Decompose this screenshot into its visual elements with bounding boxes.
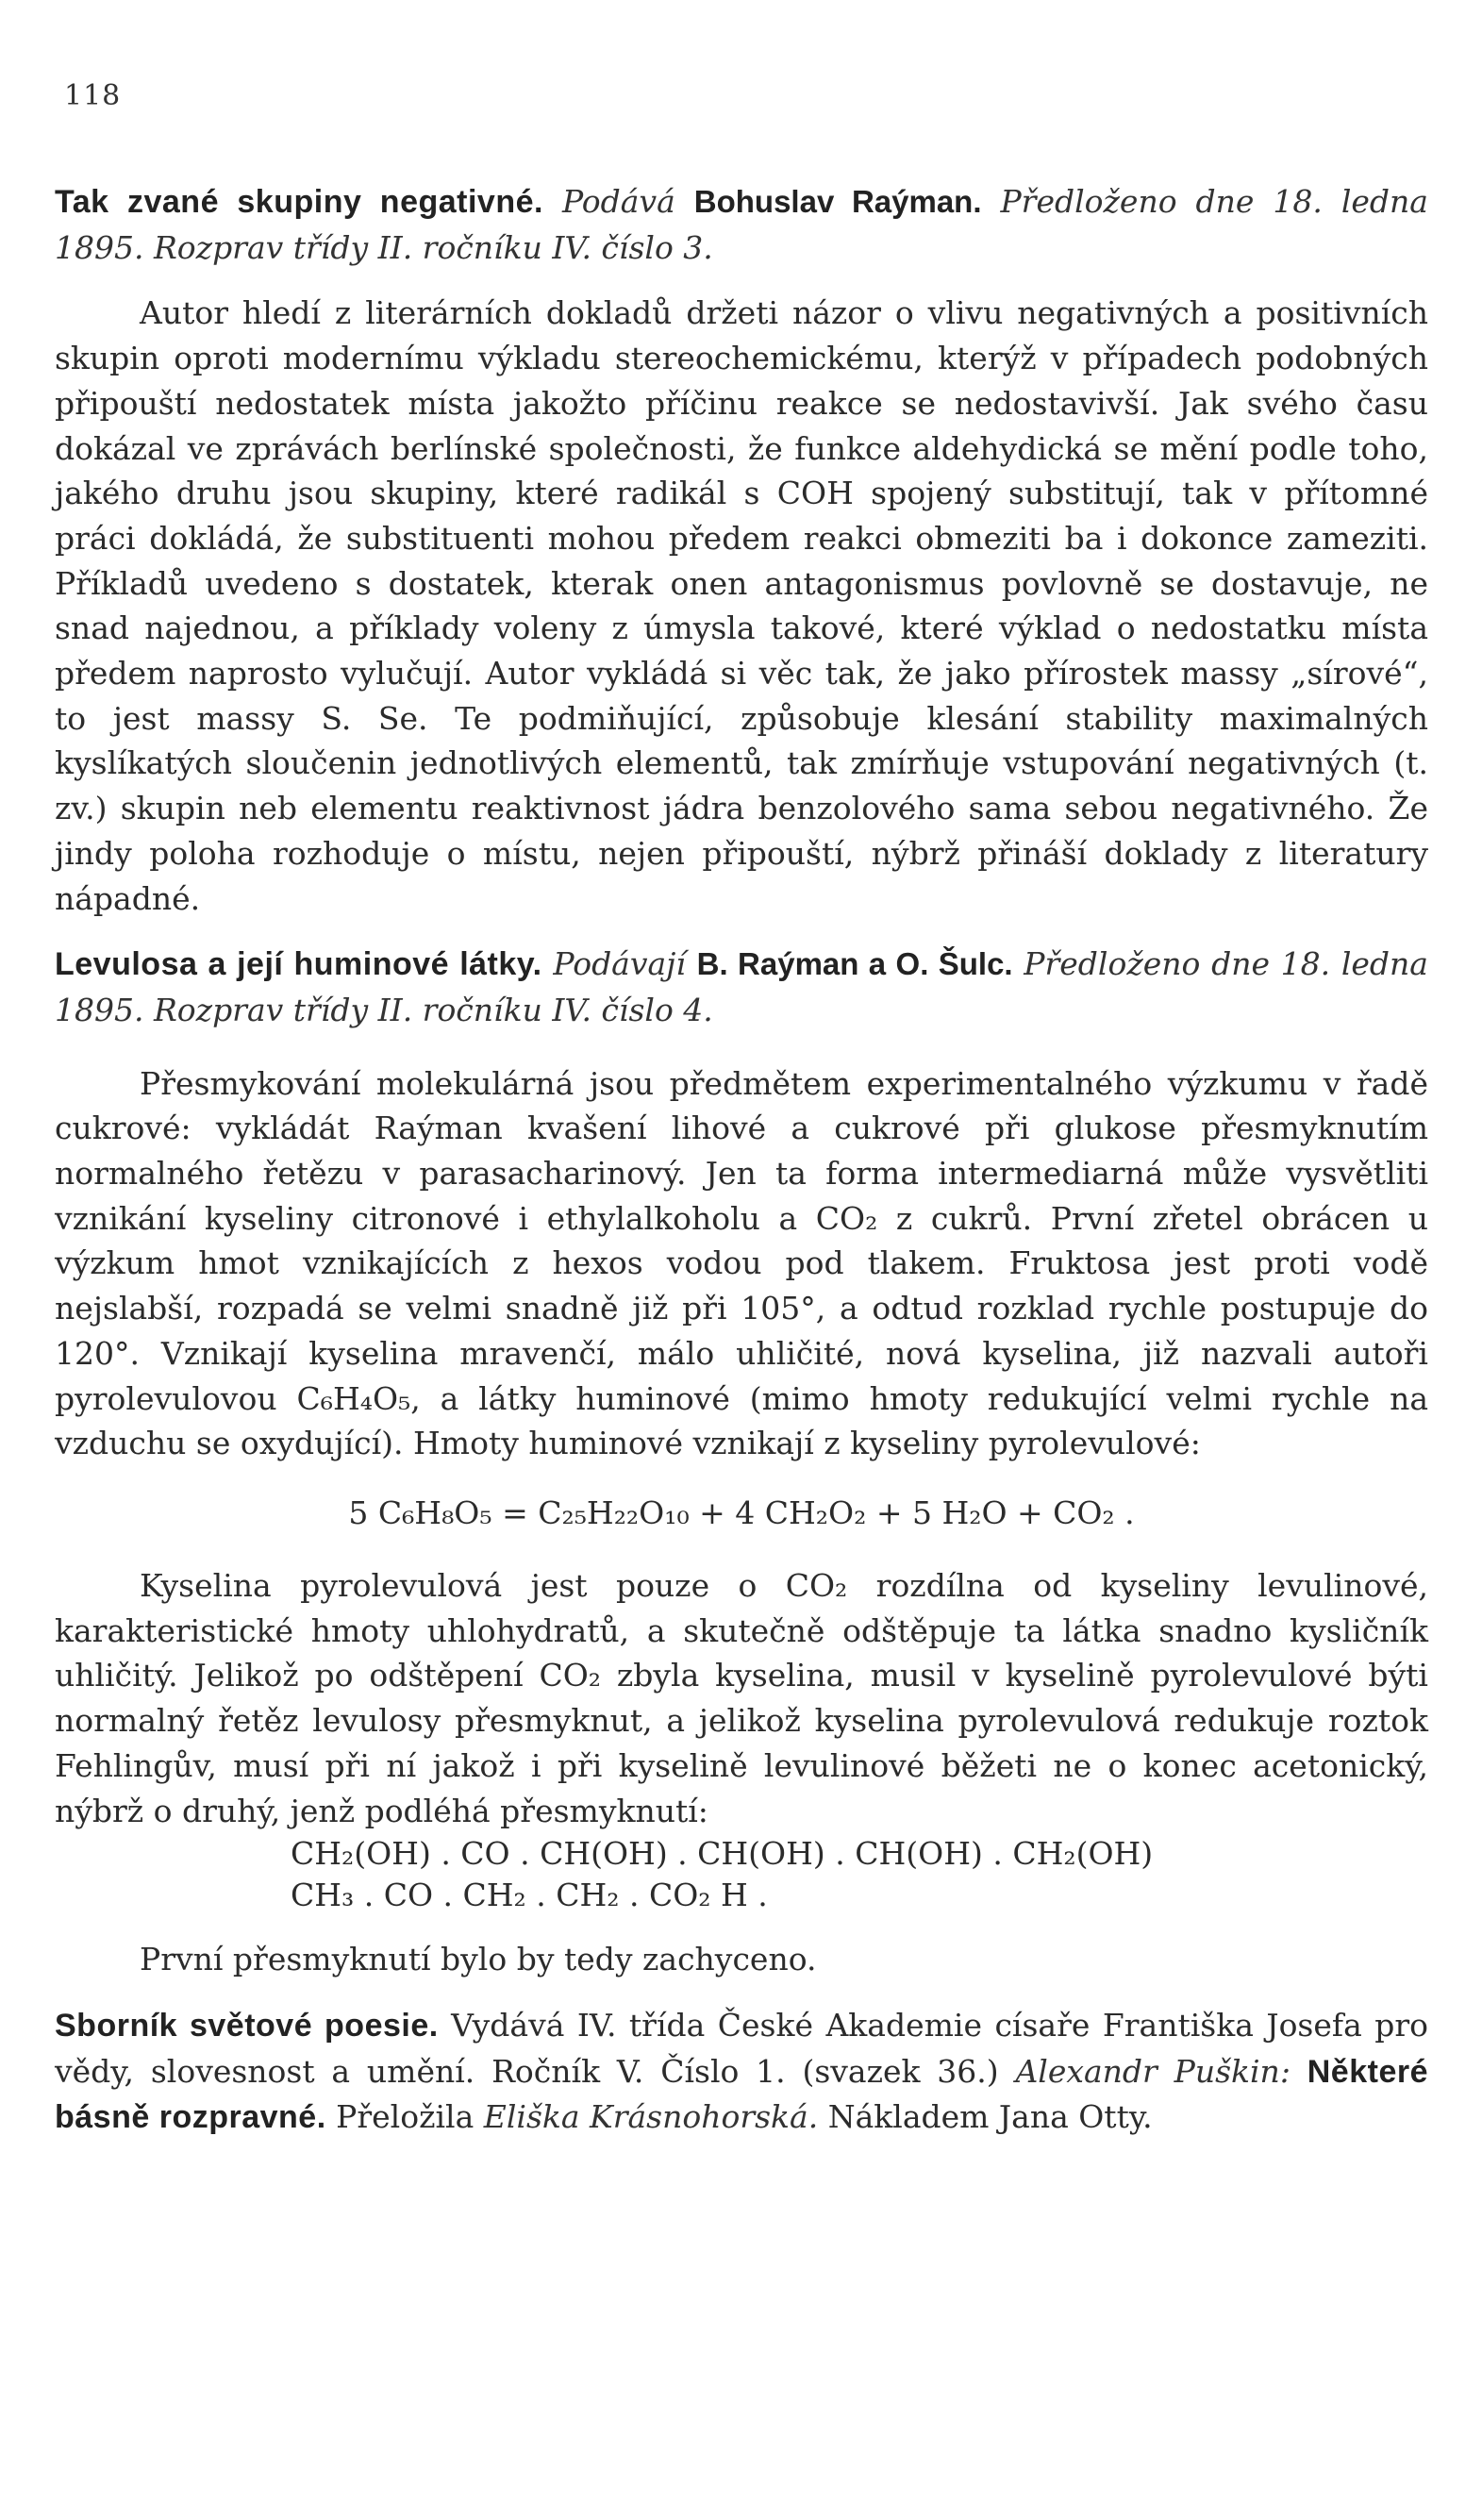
translated-by-label: Přeložila — [336, 2098, 475, 2136]
entry-negative-groups — [55, 179, 1428, 921]
translator-name: Eliška Krásnohorská. — [483, 2098, 819, 2136]
presented-by-label: Podávají — [553, 945, 686, 983]
entry-paragraph: Přesmykování molekulárná jsou předmětem experimentalného výzkumu v řadě cukrové: vykládát Raýman kvašení lihové a cukrové při glukose přesmyknutím normalného řetězu v parasacharinový. Jen ta forma intermediarná může vysvětliti vznikání kyseliny citronové i ethylalkoholu a CO₂ z cukrů. První zřetel obrácen u výzkum hmot vznikajících z hexos vodou pod tlakem. Fruktosa jest proti vodě nejslabší, rozpadá se velmi snadně již při 105°, a odtud rozklad rychle postupuje do 120°. Vznikají kyselina mravenčí, málo uhličité, nová kyselina, již nazvali autoři pyrolevulovou C₆H₄O₅, a látky huminové (mimo hmoty redukující velmi rychle na vzduchu se oxydující). Hmoty huminové vznikají z kyseliny pyrolevulové: — [55, 1064, 1428, 1462]
entry-paragraph: První přesmyknutí bylo by tedy zachyceno. — [140, 1941, 817, 1978]
entry-text: Vydává IV. třída České Akademie císaře Františka Josefa pro vědy, slovesnost a umění. Ročník V. Číslo 1. (svazek 36.) — [55, 2006, 1429, 2090]
entry-title: Sborník světové poesie. — [55, 2007, 439, 2044]
entry-authors: B. Raýman a O. Šulc. — [696, 946, 1013, 982]
entry-paragraph: Kyselina pyrolevulová jest pouze o CO₂ rozdílna od kyseliny levulinové, karakteristické hmoty uhlohydratů, a skutečně odštěpuje ta látka snadno kysličník uhličitý. Jelikož po odštěpení CO₂ zbyla kyselina, musil v kyselině pyrolevulové býti normalný řetěz levulosy přesmyknut, a jelikož kyselina pyrolevulová redukuje roztok Fehlingův, musí při ní jakož i při kyselině levulinové běžeti ne o konec acetonický, nýbrž o druhý, jenž podléhá přesmyknutí: — [55, 1566, 1428, 1829]
presented-by-label: Podává — [561, 183, 675, 220]
structural-formula-line: CH₂(OH) . CO . CH(OH) . CH(OH) . CH(OH) . CH₂(OH) — [291, 1835, 1154, 1873]
entry-paragraph: Autor hledí z literárních dokladů držeti názor o vlivu negativných a positivních skupin oproti modernímu výkladu stereochemickému, kterýž v případech podobných připouští nedostatek místa jakožto příčinu reakce se nedostavivší. Jak svého času dokázal ve zprávách berlínské společnosti, že funkce aldehydická se mění podle toho, jakého druhu jsou skupiny, které radikál s COH spojený substitují, tak v přítomné práci dokládá, že substituenti mohou předem reakci obmeziti ba i dokonce zameziti. Příkladů uvedeno s dostatek, kterak onen antagonismus povlovně se dostavuje, ne snad najednou, a příklady voleny z úmysla takové, které výklad o nedostatku místa předem naprosto vylučují. Autor vykládá si věc tak, že jako přírostek massy „sírové“, to jest massy S. Se. Te podmiňující, způsobuje klesání stability maximalných kyslíkatých sloučenin jednotlivých elementů, tak zmírňuje vstupování negativných (t. zv.) skupin neb elementu reaktivnost jádra benzolového sama sebou negativného. Že jindy poloha rozhoduje o místu, nejen připouští, nýbrž přináší doklady z literatury nápadné. — [55, 294, 1428, 917]
author-name: Alexandr Puškin: — [1015, 2052, 1291, 2090]
entry-poetry-anthology — [55, 2003, 1428, 2141]
entry-heading — [55, 942, 1428, 1032]
structural-formula-line: CH₃ . CO . CH₂ . CH₂ . CO₂ H . — [291, 1877, 768, 1914]
entry-levulosa — [55, 942, 1428, 1982]
entry-meta: Předloženo dne 18. ledna 1895. Rozprav třídy II. ročníku IV. číslo 4. — [55, 945, 1428, 1028]
entry-heading — [55, 2003, 1428, 2141]
chemical-equation: 5 C₆H₈O₅ = C₂₅H₂₂O₁₀ + 4 CH₂O₂ + 5 H₂O + CO₂ . — [348, 1494, 1135, 1531]
work-title: Některé básně rozpravné. — [55, 2053, 1428, 2136]
entry-title: Levulosa a její huminové látky. — [55, 946, 542, 983]
entry-authors: Bohuslav Raýman. — [693, 184, 982, 219]
page-content — [55, 179, 1428, 2141]
publisher: Nákladem Jana Otty. — [827, 2098, 1153, 2136]
entry-title: Tak zvané skupiny negativné. — [55, 184, 543, 220]
page-number: 118 — [64, 79, 122, 112]
entry-meta: Předloženo dne 18. ledna 1895. Rozprav třídy II. ročníku IV. číslo 3. — [55, 183, 1428, 266]
entry-heading — [55, 179, 1428, 270]
